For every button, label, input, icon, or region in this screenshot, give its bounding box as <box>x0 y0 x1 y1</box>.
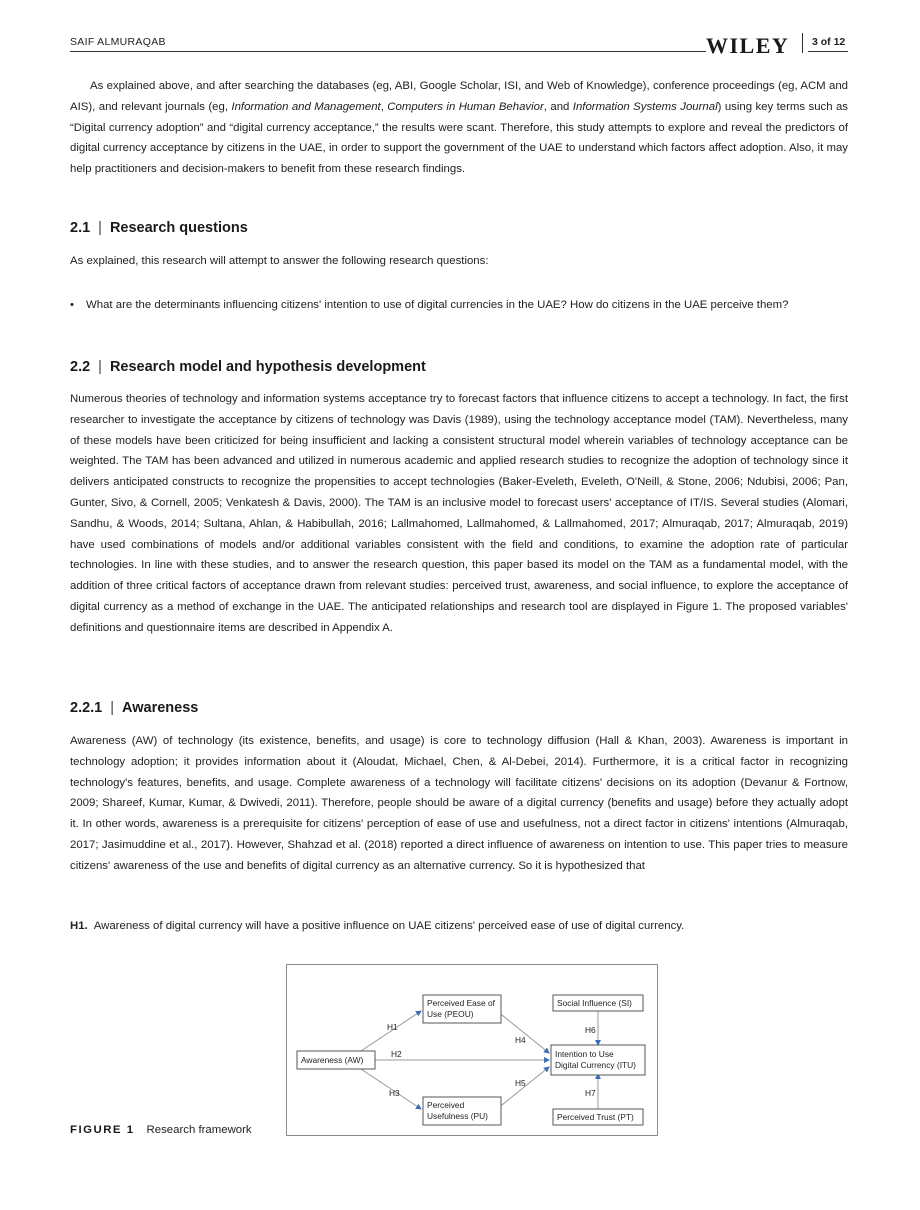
edge-label-h4: H4 <box>515 1035 526 1045</box>
node-social-influence: Social Influence (SI) <box>557 998 632 1008</box>
node-pu-line2: Usefulness (PU) <box>427 1111 488 1121</box>
intro-text-3: , and <box>543 100 573 113</box>
intro-text-2: , <box>380 100 388 113</box>
edge-label-h5: H5 <box>515 1078 526 1088</box>
research-question-text: What are the determinants influencing citizens' intention to use of digital currencies in the UAE? How do citizens in the UAE perceive them? <box>86 299 789 311</box>
research-model-paragraph: Numerous theories of technology and information systems acceptance try to forecast factors that influence citizens to accept a technology. In fact, the first researcher to investigate the acceptance by citizens of technology was Davis (1989), using the technology acceptance model (TAM). Nevertheless, many of these models have been criticized for being insufficient and lacking a consistent structural model wherein variables of technology acceptance can be weighted. The TAM has been advanced and utilized in numerous academic and applied research studies to recognize the adoption of technology since it delivers anticipated constructs to recognize the propensities to accept technologies (Baker-Eveleth, Eveleth, O'Neill, & Stone, 2006; Ndubisi, 2006; Pan, Gunter, Sivo, & Cornell, 2005; Venkatesh & Davis, 2000). The TAM is an inclusive model to forecast users' acceptance of IT/IS. Several studies (Alomari, Sandhu, & Woods, 2014; Sultana, Ahlan, & Habibullah, 2016; Lallmahomed, Lallmahomed, & Lallmahomed, 2017; Almuraqab, 2017; Almuraqab, 2019) have used combinations of models and/or additional variables consistent with the field and conditions, to examine the adoption rate of particular technologies. In line with these studies, and to answer the research question, this paper based its model on the TAM as a fundamental model, with the addition of three critical factors of acceptance drawn from relevant studies: perceived trust, awareness, and social influence, to explore the acceptance of digital currency as a method of exchange in the UAE. The anticipated relationships and research tool are displayed in Figure 1. The proposed variables' definitions and questionnaire items are described in Appendix A. <box>70 393 848 634</box>
hypothesis-text: Awareness of digital currency will have a positive influence on UAE citizens' perceived ease of use of digital currency. <box>93 920 685 932</box>
section-heading-2-2-1 <box>70 700 198 716</box>
research-question-item <box>70 295 848 315</box>
section-title: Research model and hypothesis development <box>109 359 426 375</box>
publisher-logo: WILEY <box>706 33 790 58</box>
section-heading-2-2 <box>70 359 426 375</box>
intro-text-4: ) using key terms such as “Digital currency adoption” and “digital currency acceptance,” the results were scant. Therefore, this study attempts to explore and reveal the predictors of digital currency acceptance by citizens in the UAE, in order to support the government of the UAE to understand which factors affect adoption. Also, it may help practitioners and decision-makers to benefit from these research findings. <box>70 100 848 176</box>
node-perceived-trust: Perceived Trust (PT) <box>557 1112 634 1122</box>
hypothesis-label: H1. <box>70 920 88 932</box>
heading-separator: | <box>110 700 115 716</box>
journal-name-2: Computers in Human Behavior <box>387 100 544 113</box>
page-number-rule <box>808 51 848 52</box>
research-framework-diagram <box>286 964 658 1136</box>
research-questions-intro: As explained, this research will attempt to answer the following research questions: <box>70 255 489 267</box>
section-title: Research questions <box>109 220 248 236</box>
edge-label-h2: H2 <box>391 1049 402 1059</box>
heading-separator: | <box>98 359 102 375</box>
section-title: Awareness <box>122 700 199 716</box>
intro-paragraph <box>70 76 848 180</box>
framework-svg <box>287 965 657 1135</box>
intro-text-1: As explained above, and after searching the databases (eg, ABI, Google Scholar, ISI, and Web of Knowledge), conference proceedings (eg, ACM and AIS), and relevant journals (eg, <box>70 80 848 113</box>
page-number: 3 of 12 <box>812 36 846 48</box>
header-rule <box>70 51 706 52</box>
bullet-marker: • <box>70 299 74 311</box>
node-peou-line2: Use (PEOU) <box>427 1009 474 1019</box>
figure-caption <box>70 1124 252 1136</box>
node-itu-line1: Intention to Use <box>555 1049 614 1059</box>
hypothesis-h1 <box>70 916 848 936</box>
heading-separator: | <box>98 220 102 236</box>
section-number: 2.2 <box>70 359 91 375</box>
awareness-paragraph: Awareness (AW) of technology (its existence, benefits, and usage) is core to technology diffusion (Hall & Khan, 2003). Awareness is important in technology adoption; it provides information about it (Aloudat, Michael, Chen, & Al-Debei, 2014). Furthermore, it is a critical factor in recognizing technology's features, benefits, and usage. Complete awareness of a technology will facilitate citizens' decisions on its adoption (Devanur & Fortnow, 2009; Shareef, Kumar, Kumar, & Dwivedi, 2011). Therefore, people should be aware of a digital currency (benefits and usage) before they actually adopt it. In other words, awareness is a prerequisite for citizens' perception of ease of use and usefulness, not a direct factor in citizens' intentions (Almuraqab, 2017; Jasimuddine et al., 2017). However, Shahzad et al. (2018) reported a direct influence of awareness on intention to use. This paper tries to measure citizens' awareness of the use and benefits of digital currency as an alternative currency. So it is hypothesized that <box>70 735 848 872</box>
edge-label-h6: H6 <box>585 1025 596 1035</box>
header-separator <box>802 33 803 53</box>
edge-label-h3: H3 <box>389 1088 400 1098</box>
figure-label: FIGURE 1 <box>70 1124 135 1136</box>
node-itu-line2: Digital Currency (ITU) <box>555 1060 636 1070</box>
edge-label-h1: H1 <box>387 1022 398 1032</box>
section-heading-2-1 <box>70 220 248 236</box>
node-awareness: Awareness (AW) <box>301 1055 364 1065</box>
figure-caption-text: Research framework <box>146 1124 252 1136</box>
journal-name-1: Information and Management <box>231 100 381 113</box>
edge-h4 <box>497 1011 549 1053</box>
edge-h5 <box>497 1067 549 1109</box>
journal-name-3: Information Systems Journal <box>572 100 718 113</box>
node-peou-line1: Perceived Ease of <box>427 998 495 1008</box>
section-number: 2.2.1 <box>70 700 103 716</box>
section-number: 2.1 <box>70 220 91 236</box>
node-pu-line1: Perceived <box>427 1100 465 1110</box>
edge-label-h7: H7 <box>585 1088 596 1098</box>
running-head-author: SAIF ALMURAQAB <box>70 36 166 48</box>
